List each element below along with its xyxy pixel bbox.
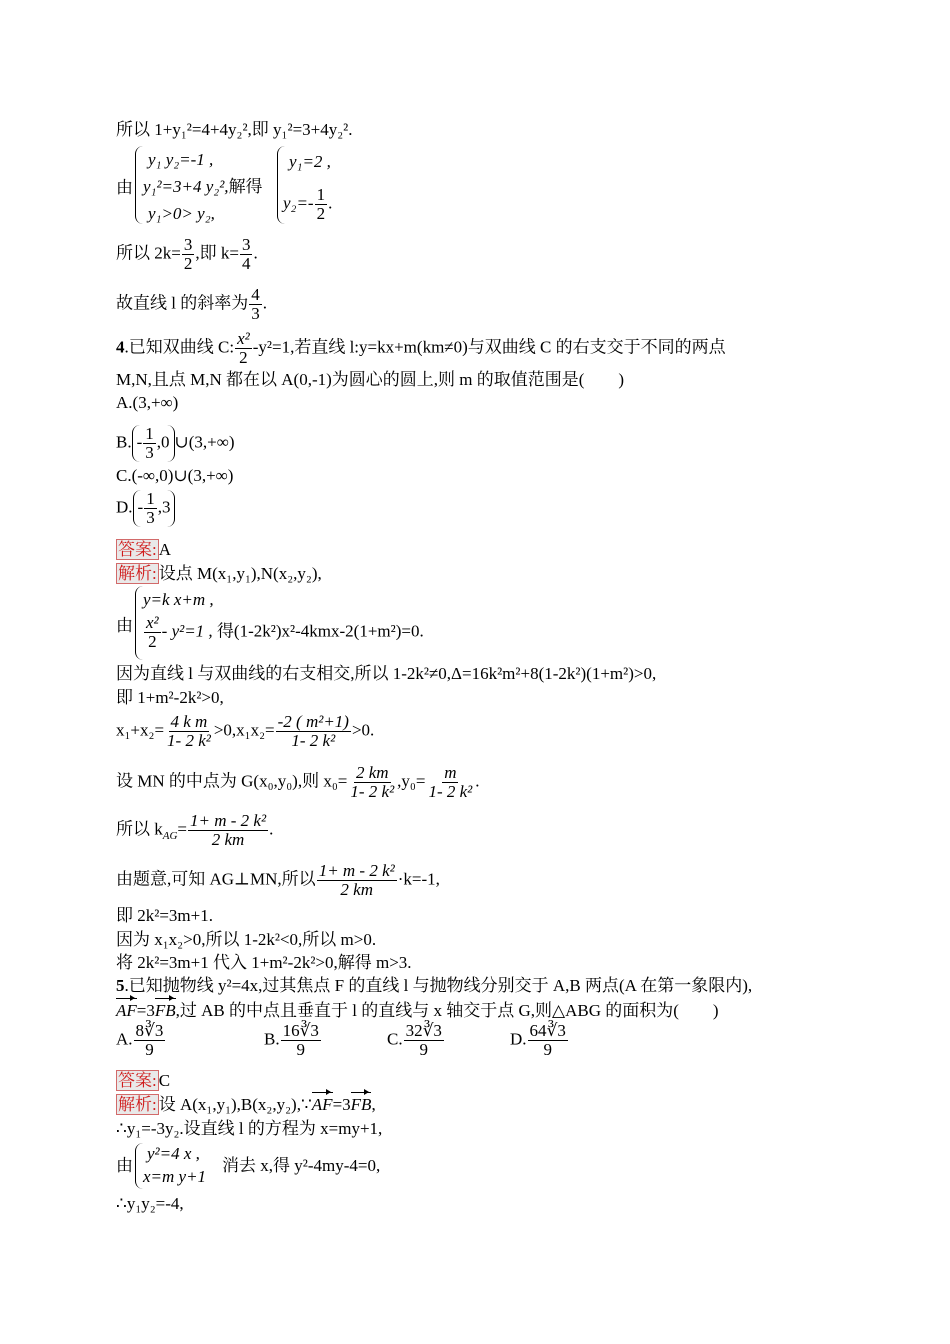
system-equation: y₁>0> y₂, [148, 204, 215, 223]
text-line: 因为直线 l 与双曲线的右支相交,所以 1-2k²≠0,Δ=16k²m²+8(1-2k²)(1+m²)>0, [116, 664, 657, 683]
answer-line [116, 540, 171, 560]
text-line: ∴y₁y₂=-4, [116, 1194, 184, 1213]
text-line: 即 2k²=3m+1. [116, 906, 213, 925]
analysis-tag: 解析: [118, 564, 157, 583]
text-line: 所以 2k= $\frac{3}{2}$ ,即 k= $\frac{3}{4}$ . [116, 235, 258, 273]
system-equation: y₁ y₂=-1 , [148, 150, 214, 169]
option-a: A.(3,+∞) [116, 393, 179, 412]
vieta-line: x₁+x₂= $\frac{\text{4 k m}}{\text{1- 2 k²}}$ >0,x₁x₂= $\frac{\text{-2 ( m²+1)}}{\text{1- 2 k²}}$ >0. [116, 712, 375, 750]
question-number: 5 [116, 976, 125, 995]
solution-line: y₁=2 , [289, 152, 331, 171]
system-equation: y₁²=3+4 y₂²,解得 [143, 177, 263, 196]
system-equation: y=k x+m , [143, 590, 214, 609]
option-c: C.(-∞,0)∪(3,+∞) [116, 466, 234, 485]
answer-value: C [158, 1071, 171, 1090]
solution-line: y₂=- $\frac{1}{2}$ . [283, 185, 333, 223]
answer-value: A [158, 540, 172, 559]
question-5-stem: 5.已知抛物线 y²=4x,过其焦点 F 的直线 l 与抛物线分别交于 A,B 两点(A 在第一象限内), [116, 976, 753, 995]
system-lead: 由 [116, 1156, 133, 1175]
text-line: 消去 x,得 y²-4my-4=0, [222, 1156, 381, 1175]
analysis-line: 解析: 设点 M(x₁,y₁),N(x₂,y₂), [118, 564, 322, 583]
midpoint-line: 设 MN 的中点为 G(x₀,y₀),则 x₀= $\frac{2 km}{\text{1- 2 k²}}$ ,y₀= $\frac{m}{\text{1- 2 k²}}$ . [116, 763, 480, 801]
solve-label: 解得 [228, 177, 263, 196]
option-d: D. - $\frac{1}{3}$ ,3 [116, 490, 175, 527]
option-b: B. $\frac{16∛3}{9}$ [264, 1021, 319, 1059]
question-number: 4 [116, 337, 125, 357]
vector-af: AF [311, 1095, 333, 1114]
perpendicular-line: 由题意,可知 AG⊥MN,所以 $\frac{\text{1+ m - 2 k²}}{2 km}$ ·k=-1, [116, 861, 440, 899]
system-equation: y²=4 x , [147, 1144, 200, 1163]
text-line: 因为 x₁x₂>0,所以 1-2k²<0,所以 m>0. [116, 930, 377, 949]
analysis-line: 解析: 设 A(x₁,y₁),B(x₂,y₂),∵AF=3FB, [118, 1095, 376, 1114]
option-d: D. $\frac{64∛3}{9}$ [510, 1021, 566, 1059]
text-line [116, 120, 353, 140]
vector-fb: FB [154, 1001, 176, 1020]
text-line: 故直线 l 的斜率为 $\frac{4}{3}$ . [116, 285, 267, 323]
text-line: 将 2k²=3m+1 代入 1+m²-2k²>0,解得 m>3. [116, 953, 412, 972]
question-4-stem-line2: M,N,且点 M,N 都在以 A(0,-1)为圆心的圆上,则 m 的取值范围是( ) [116, 370, 625, 389]
system-equation: x=m y+1 [143, 1167, 207, 1186]
system-lead: 由 [116, 616, 133, 635]
vector-fb: FB [350, 1095, 372, 1114]
answer-tag: 答案: [118, 540, 157, 559]
analysis-tag: 解析: [118, 1095, 157, 1114]
slope-ag-line: 所以 $k_{AG}=$ $\frac{\text{1+ m - 2 k²}}{2 km}$ . [116, 811, 274, 849]
question-5-stem-line2: AF=3FB,过 AB 的中点且垂直于 l 的直线与 x 轴交于点 G,则△ABG 的面积为( ) [116, 1001, 719, 1020]
option-b: B. - $\frac{1}{3}$ ,0 ∪(3,+∞) [116, 424, 235, 462]
text-line: ∴y₁=-3y₂.设直线 l 的方程为 x=my+1, [116, 1119, 383, 1138]
answer-line [116, 1071, 170, 1091]
option-c: C. $\frac{32∛3}{9}$ [387, 1021, 442, 1059]
option-a: A. $\frac{8∛3}{9}$ [116, 1021, 164, 1059]
system-equation: $\frac{\text{x²}}{2}$ - y²=1 , 得(1-2k²)x²-4kmx-2(1+m²)=0. [146, 613, 424, 651]
answer-tag: 答案: [118, 1071, 157, 1090]
text-line: 即 1+m²-2k²>0, [116, 688, 224, 707]
equation-text: 所以 1+y₁²=4+4y₂²,即 y₁²=3+4y₂². [116, 120, 353, 139]
system-lead: 由 [116, 178, 133, 197]
vector-af: AF [116, 1001, 137, 1020]
question-4-stem: 4.已知双曲线 C: $\frac{\text{x²}}{2}$ -y²=1,若直线 l:y=kx+m(km≠0)与双曲线 C 的右支交于不同的两点 [116, 329, 726, 367]
